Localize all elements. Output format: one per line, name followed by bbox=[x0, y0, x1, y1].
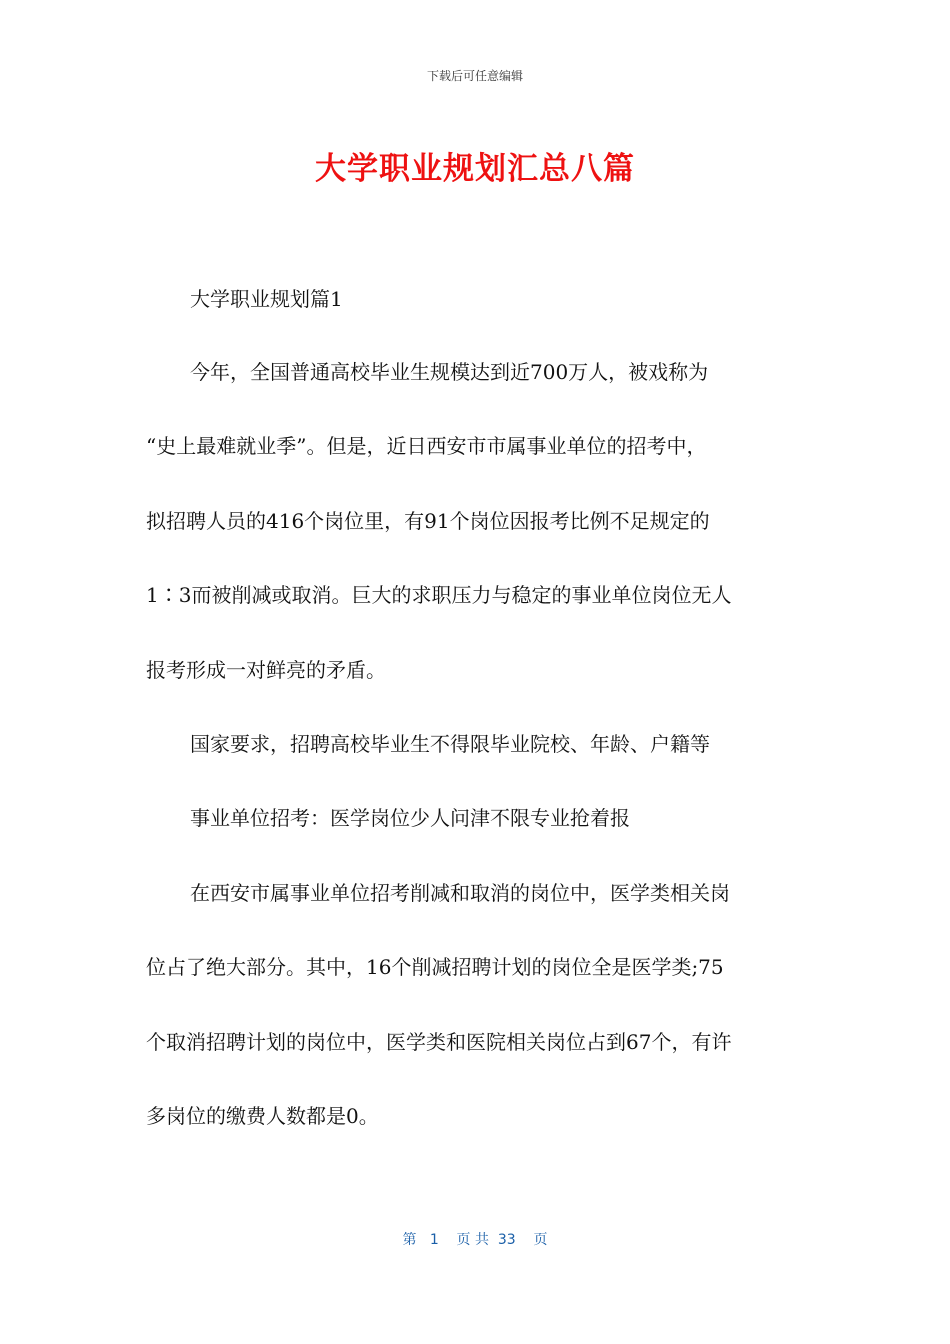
paragraph-line: “史上最难就业季”。但是，近日西安市市属事业单位的招考中， bbox=[146, 434, 707, 458]
paragraph-line: 拟招聘人员的416个岗位里，有91个岗位因报考比例不足规定的 bbox=[146, 509, 710, 533]
paragraph-line: 多岗位的缴费人数都是0。 bbox=[146, 1104, 379, 1128]
section-heading: 大学职业规划篇1 bbox=[190, 287, 343, 311]
paragraph-line: 事业单位招考：医学岗位少人问津不限专业抢着报 bbox=[190, 806, 630, 830]
paragraph-line: 个取消招聘计划的岗位中，医学类和医院相关岗位占到67个，有许 bbox=[146, 1030, 732, 1054]
document-title: 大学职业规划汇总八篇 bbox=[315, 151, 635, 187]
paragraph-line: 报考形成一对鲜亮的矛盾。 bbox=[146, 658, 386, 682]
paragraph-line: 位占了绝大部分。其中，16个削减招聘计划的岗位全是医学类;75 bbox=[146, 955, 724, 979]
header-note: 下载后可任意编辑 bbox=[426, 69, 523, 83]
paragraph-line: 今年，全国普通高校毕业生规模达到近700万人，被戏称为 bbox=[190, 360, 709, 384]
page-number-footer: 第 1 页 共 33 页 bbox=[402, 1232, 548, 1248]
paragraph-line: 在西安市属事业单位招考削减和取消的岗位中，医学类相关岗 bbox=[190, 881, 730, 905]
paragraph-line: 国家要求，招聘高校毕业生不得限毕业院校、年龄、户籍等 bbox=[190, 732, 710, 756]
paragraph-line: 1∶3而被削减或取消。巨大的求职压力与稳定的事业单位岗位无人 bbox=[146, 583, 732, 607]
